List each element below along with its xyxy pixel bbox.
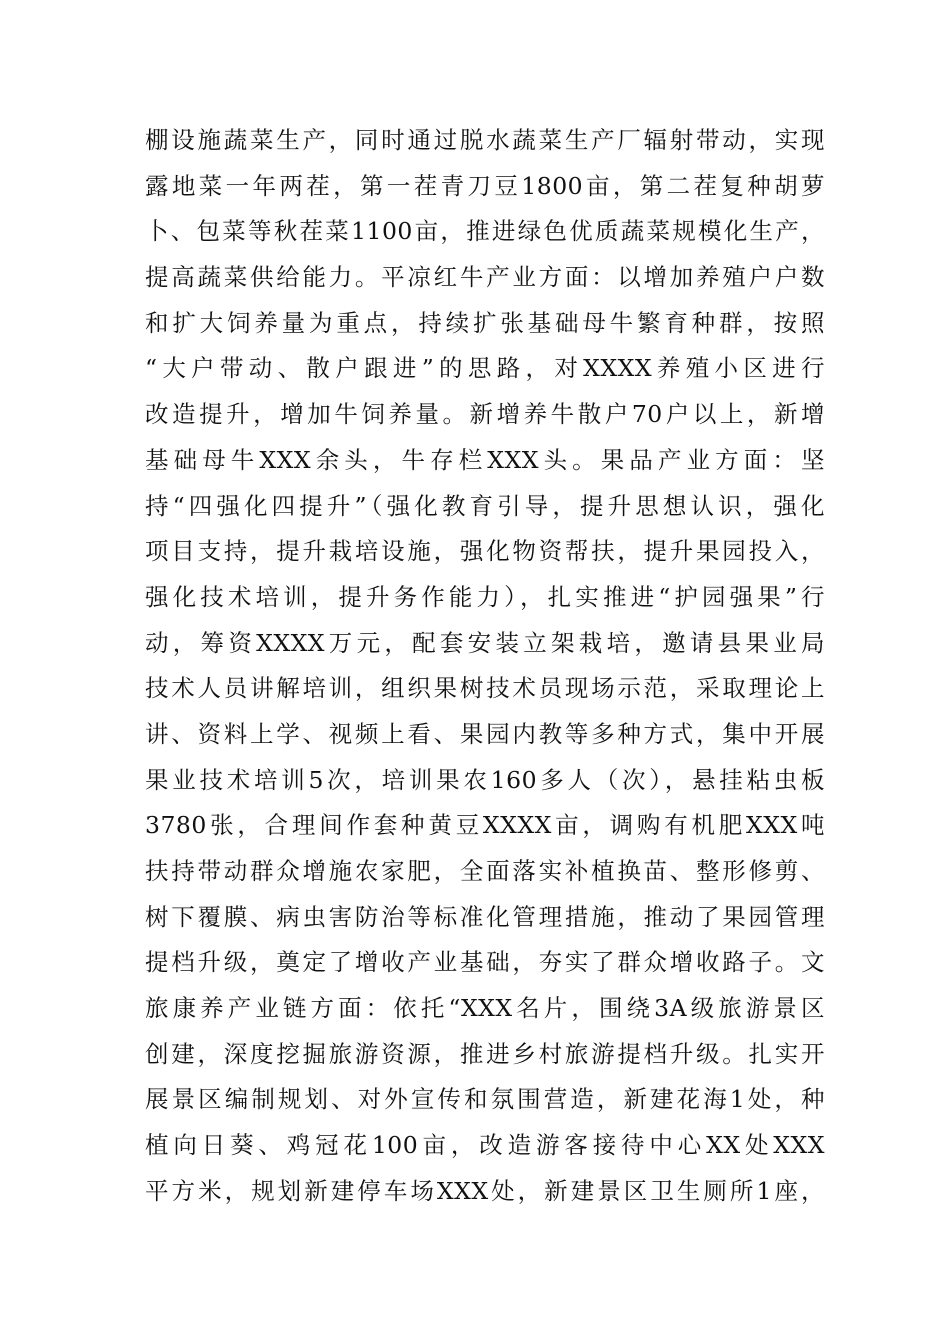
text-line: 扶持带动群众增施农家肥，全面落实补植换苗、整形修剪、 [145,857,825,885]
text-line: “大户带动、散户跟进”的思路，对XXXX养殖小区进行 [145,354,825,383]
text-line: 项目支持，提升栽培设施，强化物资帮扶，提升果园投入， [145,537,825,566]
text-line: 露地菜一年两茬，第一茬青刀豆1800亩，第二茬复种胡萝 [145,171,825,200]
text-line: 棚设施蔬菜生产，同时通过脱水蔬菜生产厂辐射带动，实现 [145,126,825,154]
text-line: 技术人员讲解培训，组织果树技术员现场示范，采取理论上 [145,674,825,703]
body-paragraph [145,118,825,1215]
text-line: 和扩大饲养量为重点，持续扩张基础母牛繁育种群，按照 [145,308,825,337]
text-line: 讲、资料上学、视频上看、果园内教等多种方式，集中开展 [145,719,825,748]
text-line: 基础母牛XXX余头，牛存栏XXX头。果品产业方面：坚 [145,445,825,474]
text-line: 改造提升，增加牛饲养量。新增养牛散户70户以上，新增 [145,400,825,429]
text-line: 树下覆膜、病虫害防治等标准化管理措施，推动了果园管理 [145,902,825,931]
text-line: 3780张，合理间作套种黄豆XXXX亩，调购有机肥XXX吨 [145,811,825,840]
text-line: 提高蔬菜供给能力。平凉红牛产业方面：以增加养殖户户数 [145,263,825,292]
text-line: 旅康养产业链方面：依托“XXX名片，围绕3A级旅游景区 [145,994,825,1023]
text-line: 卜、包菜等秋茬菜1100亩，推进绿色优质蔬菜规模化生产， [145,217,825,246]
text-line: 平方米，规划新建停车场XXX处，新建景区卫生厕所1座， [145,1176,825,1205]
text-line: 果业技术培训5次，培训果农160多人（次），悬挂粘虫板 [145,765,825,794]
text-line: 创建，深度挖掘旅游资源，推进乡村旅游提档升级。扎实开 [145,1039,825,1068]
text-line: 动，筹资XXXX万元，配套安装立架栽培，邀请县果业局 [145,628,825,657]
text-line: 强化技术培训，提升务作能力），扎实推进“护园强果”行 [145,582,825,611]
text-line: 持“四强化四提升”（强化教育引导，提升思想认识，强化 [145,491,825,520]
text-line: 提档升级，奠定了增收产业基础，夯实了群众增收路子。文 [145,948,825,977]
text-line: 植向日葵、鸡冠花100亩，改造游客接待中心XX处XXX [145,1131,825,1160]
text-line: 展景区编制规划、对外宣传和氛围营造，新建花海1处，种 [145,1085,825,1114]
